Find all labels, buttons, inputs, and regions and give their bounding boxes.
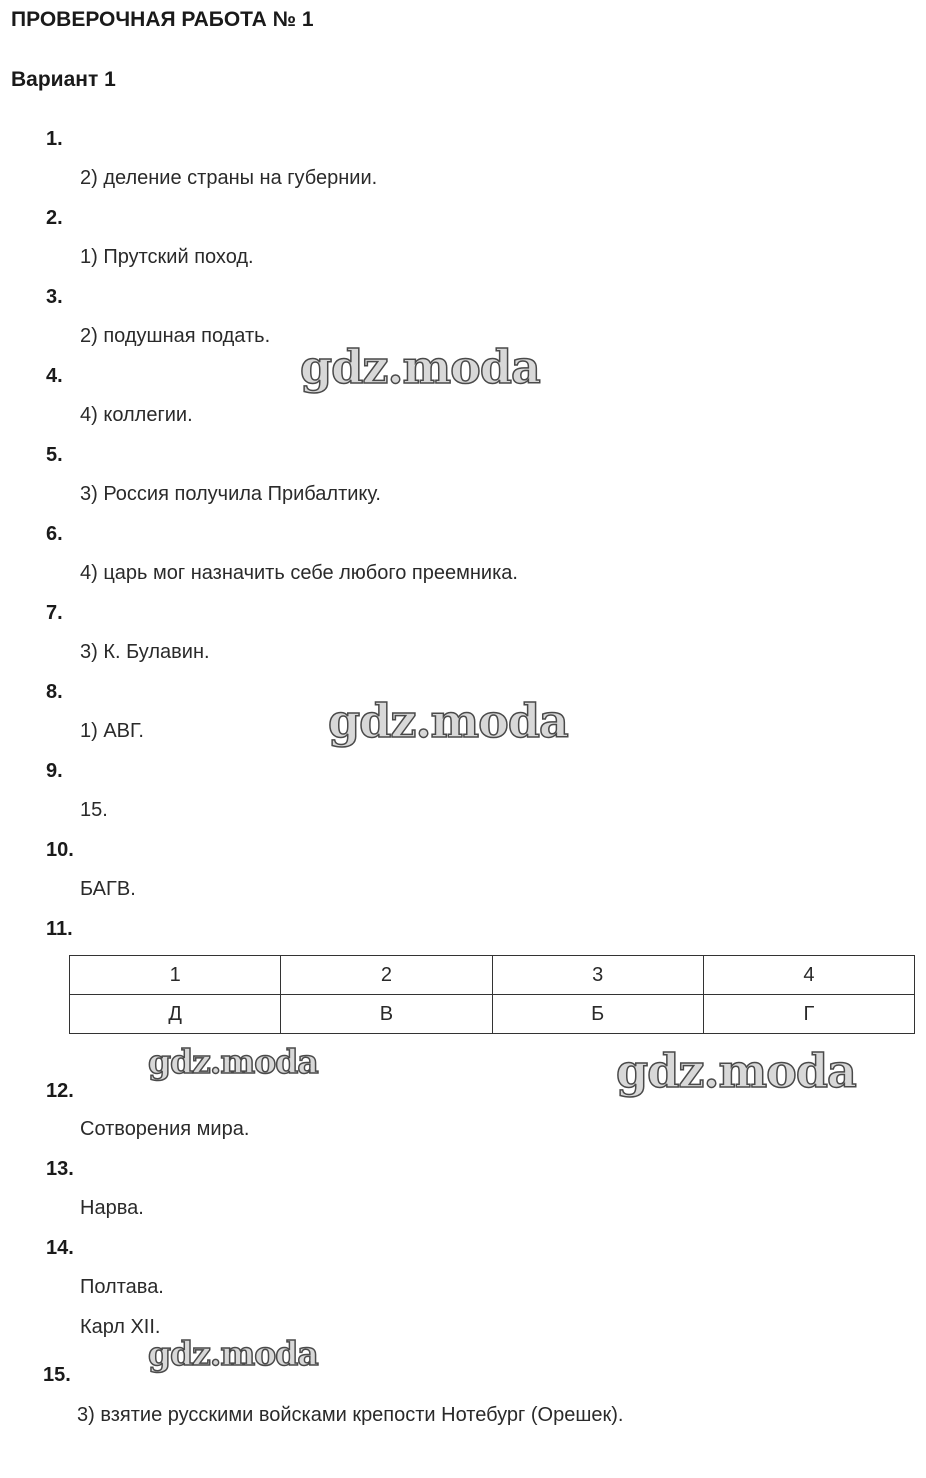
watermark-logo: gdz.moda — [328, 694, 568, 748]
watermark-logo: gdz.moda — [616, 1044, 856, 1098]
answer-table-11 — [69, 955, 915, 1034]
table-cell: Б — [492, 995, 703, 1034]
variant-heading: Вариант 1 — [11, 68, 116, 91]
item-number-9: 9. — [46, 760, 63, 782]
item-number-15: 15. — [43, 1364, 71, 1386]
watermark-logo: gdz.moda — [148, 1334, 318, 1373]
watermark-logo: gdz.moda — [300, 340, 540, 394]
item-answer-14: Полтава. — [80, 1276, 164, 1298]
table-header-cell: 3 — [492, 956, 703, 995]
item-answer-4: 4) коллегии. — [80, 404, 193, 426]
item-number-11: 11. — [46, 918, 73, 940]
item-answer-7: 3) К. Булавин. — [80, 641, 210, 663]
item-number-2: 2. — [46, 207, 63, 229]
item-number-3: 3. — [46, 286, 63, 308]
item-answer-6: 4) царь мог назначить себе любого преемника. — [80, 562, 518, 584]
item-answer-14-second: Карл XII. — [80, 1316, 161, 1338]
table-cell: Г — [703, 995, 914, 1034]
table-header-cell: 4 — [703, 956, 914, 995]
item-answer-12: Сотворения мира. — [80, 1118, 250, 1140]
item-number-14: 14. — [46, 1237, 74, 1259]
page-title: ПРОВЕРОЧНАЯ РАБОТА № 1 — [11, 8, 314, 31]
item-number-7: 7. — [46, 602, 63, 624]
item-number-5: 5. — [46, 444, 63, 466]
item-answer-13: Нарва. — [80, 1197, 144, 1219]
item-number-12: 12. — [46, 1080, 74, 1102]
table-header-cell: 1 — [70, 956, 281, 995]
table-header-row — [70, 956, 915, 995]
item-answer-10: БАГВ. — [80, 878, 136, 900]
watermark-logo: gdz.moda — [148, 1042, 318, 1081]
table-row — [70, 995, 915, 1034]
item-answer-9: 15. — [80, 799, 108, 821]
table-cell: Д — [70, 995, 281, 1034]
item-answer-1: 2) деление страны на губернии. — [80, 167, 378, 189]
item-number-1: 1. — [46, 128, 63, 150]
table-header-cell: 2 — [281, 956, 492, 995]
item-number-10: 10. — [46, 839, 74, 861]
item-number-8: 8. — [46, 681, 63, 703]
table-cell: В — [281, 995, 492, 1034]
item-answer-8: 1) АВГ. — [80, 720, 144, 742]
item-answer-3: 2) подушная подать. — [80, 325, 271, 347]
item-answer-5: 3) Россия получила Прибалтику. — [80, 483, 381, 505]
item-number-13: 13. — [46, 1158, 74, 1180]
item-answer-2: 1) Прутский поход. — [80, 246, 254, 268]
item-number-6: 6. — [46, 523, 63, 545]
item-number-4: 4. — [46, 365, 63, 387]
item-answer-15: 3) взятие русскими войсками крепости Нотебург (Орешек). — [77, 1404, 624, 1426]
